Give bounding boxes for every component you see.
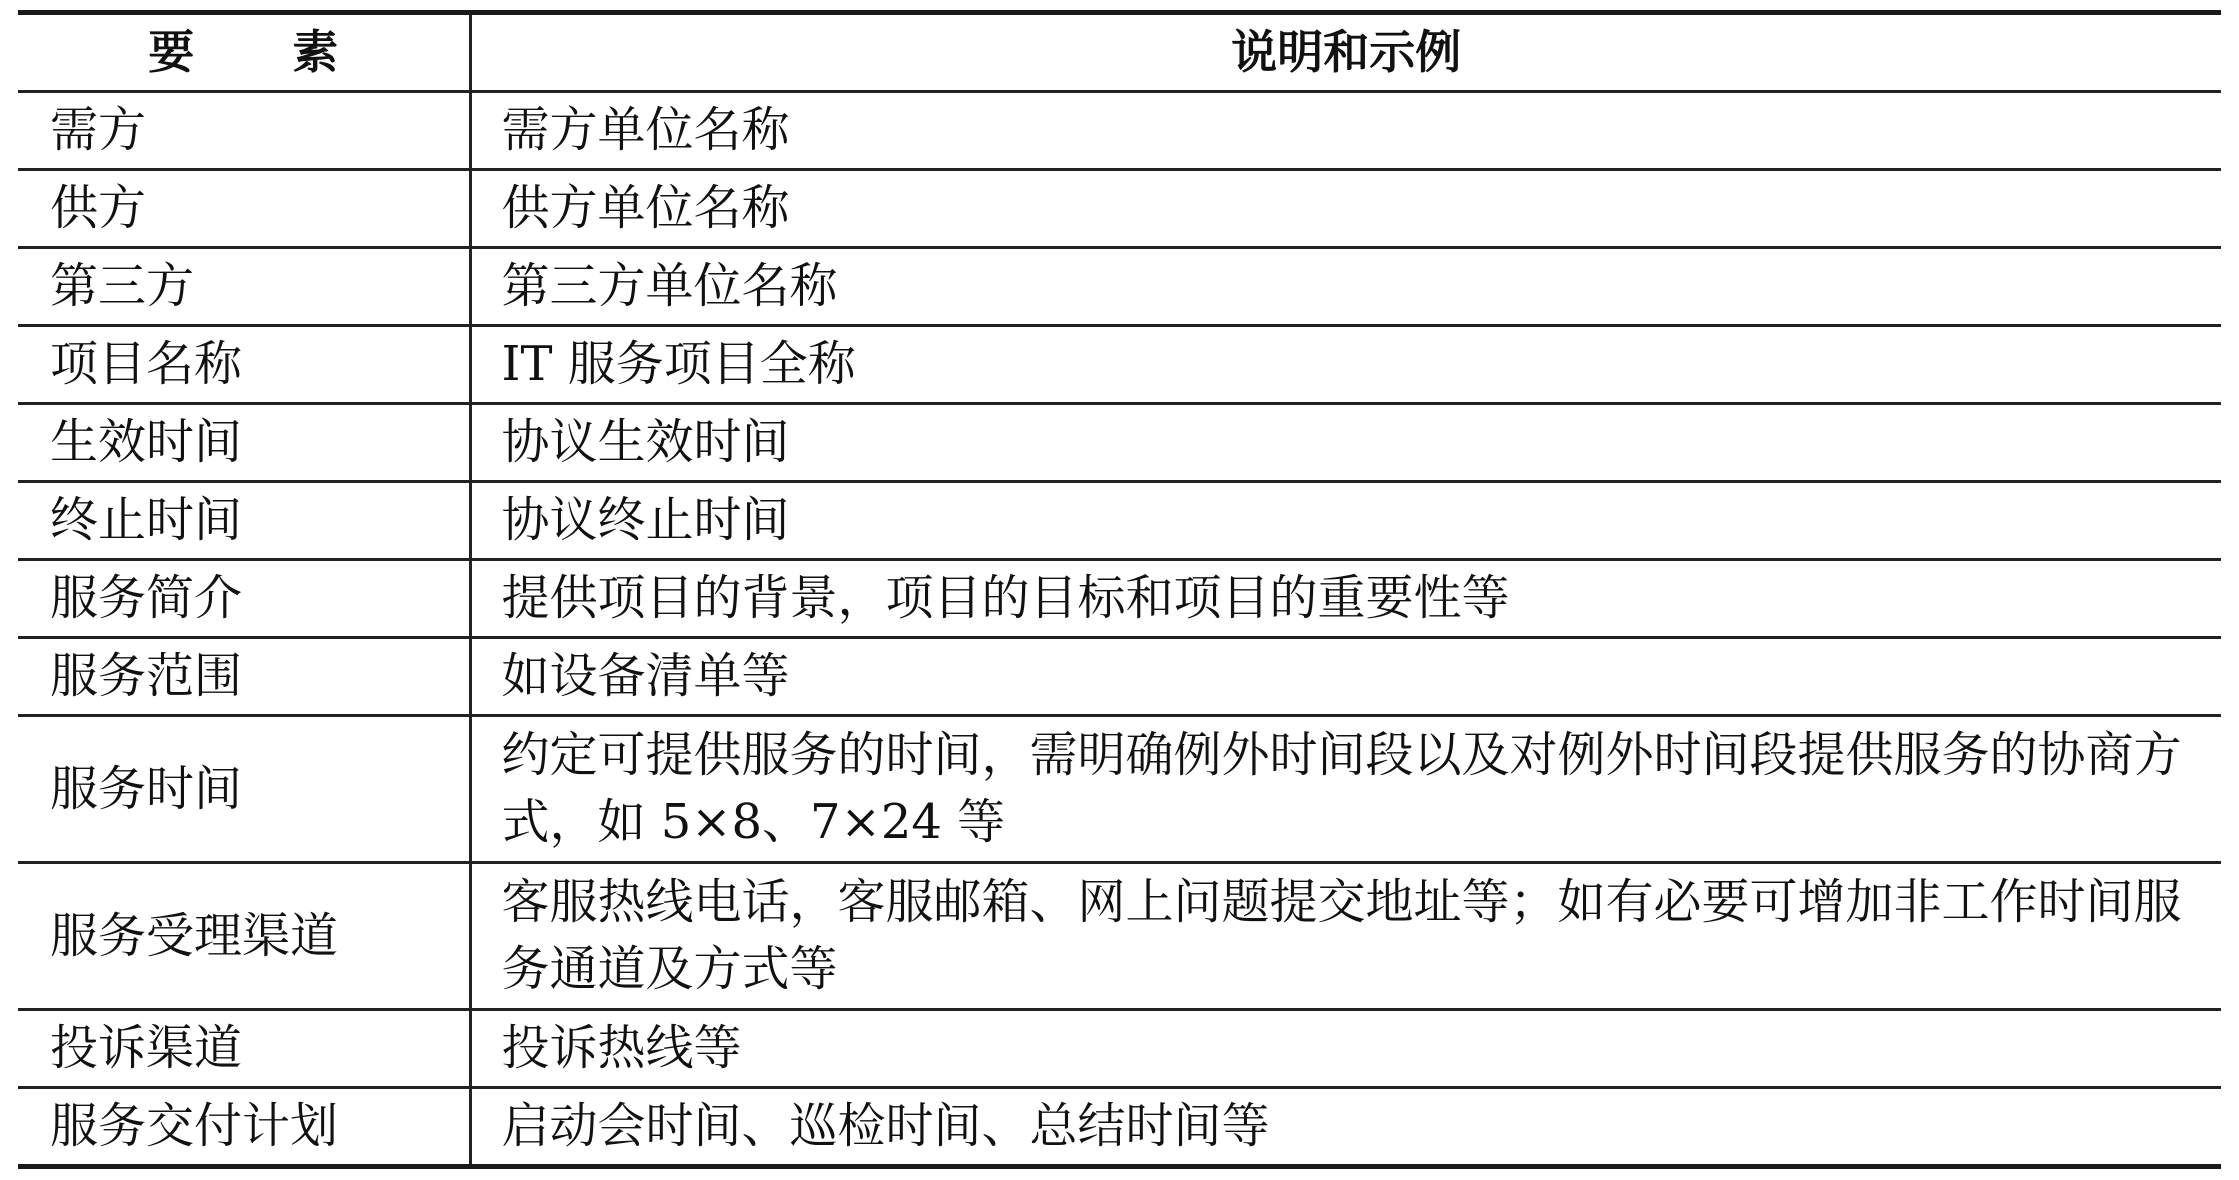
table-row [18, 863, 2221, 1010]
header-description: 说明和示例 [470, 13, 2221, 92]
table-header-row [18, 13, 2221, 92]
table-row [18, 1010, 2221, 1088]
table-row [18, 326, 2221, 404]
row-value: IT 服务项目全称 [470, 326, 2221, 404]
row-key: 生效时间 [18, 404, 470, 482]
row-key: 需方 [18, 92, 470, 170]
row-key: 项目名称 [18, 326, 470, 404]
row-value: 供方单位名称 [470, 170, 2221, 248]
header-elements: 要素 [18, 13, 470, 92]
row-value: 如设备清单等 [470, 638, 2221, 716]
row-key: 第三方 [18, 248, 470, 326]
row-key: 终止时间 [18, 482, 470, 560]
row-key: 服务时间 [18, 716, 470, 863]
row-value: 协议生效时间 [470, 404, 2221, 482]
row-key: 服务简介 [18, 560, 470, 638]
table-row [18, 248, 2221, 326]
row-value: 客服热线电话，客服邮箱、网上问题提交地址等；如有必要可增加非工作时间服务通道及方式等 [470, 863, 2221, 1010]
table-row [18, 638, 2221, 716]
row-value: 第三方单位名称 [470, 248, 2221, 326]
row-value: 投诉热线等 [470, 1010, 2221, 1088]
table-row [18, 560, 2221, 638]
table-row [18, 92, 2221, 170]
row-value: 约定可提供服务的时间，需明确例外时间段以及对例外时间段提供服务的协商方式，如 5×8、7×24 等 [470, 716, 2221, 863]
row-key: 服务范围 [18, 638, 470, 716]
row-value: 启动会时间、巡检时间、总结时间等 [470, 1088, 2221, 1167]
row-key: 供方 [18, 170, 470, 248]
row-key: 服务交付计划 [18, 1088, 470, 1167]
table-row [18, 404, 2221, 482]
elements-table [18, 10, 2221, 1169]
table-row [18, 482, 2221, 560]
row-value: 需方单位名称 [470, 92, 2221, 170]
row-key: 服务受理渠道 [18, 863, 470, 1010]
table-row [18, 170, 2221, 248]
table-row [18, 1088, 2221, 1167]
row-value: 提供项目的背景，项目的目标和项目的重要性等 [470, 560, 2221, 638]
table-row [18, 716, 2221, 863]
row-key: 投诉渠道 [18, 1010, 470, 1088]
row-value: 协议终止时间 [470, 482, 2221, 560]
